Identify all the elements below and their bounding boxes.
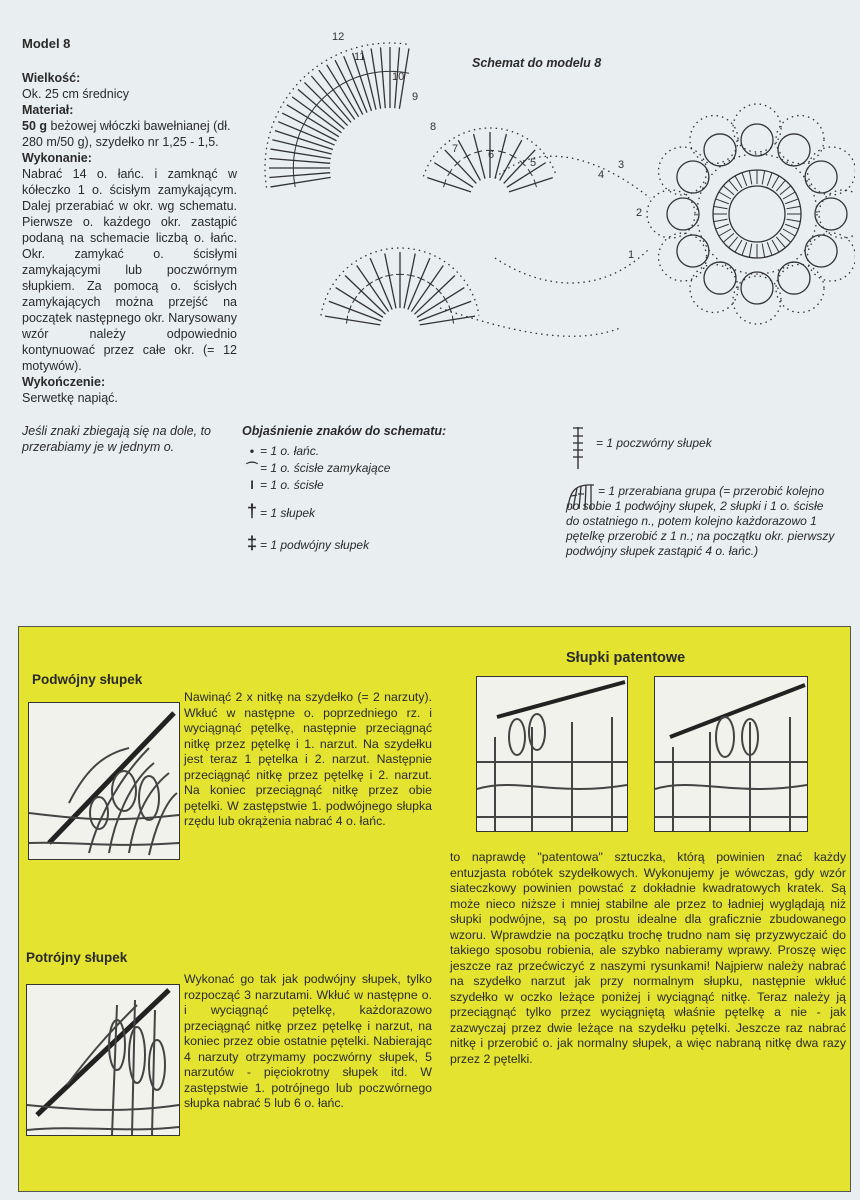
middle-fan-stitch [445,150,476,184]
legend-title: Objaśnienie znaków do schematu: [242,424,447,438]
legend-item-text: = 1 o. łańc. [260,444,320,458]
outer-fan-crossbar [371,72,379,73]
petal-stitch-arc [741,272,773,304]
stitch-mark [776,237,785,248]
petal-chain-loop [659,147,707,195]
petal-chain-loop [733,104,781,152]
patent-stitch-text: to naprawdę "patentowa" sztuczka, którą powinien znać każdy entuzjasta robótek szydełkowych. Wykonujemy je wówczas, gdy wzór siateczkowy powinien powstać z dokładnie kwadratowych kratek. Są może nieco niższe i mniej stabilne ale przez to ładniej wyglądają niż słupki podwójne, są po prostu idealne dla graficznie zbudowanego wzoru. Wprawdzie na początku trochę trudno nam się przyzwyczaić do takiego sposobu robienia, ale szybko nabieramy wprawy. Proszę więc jeszcze raz przećwiczyć z naszymi rysunkami! Najpierw należy nabrać na szydełko narzut jak przy normalnym słupku, następnie wkłuć szydełko w oczko leżące poniżej i wyciągnąć nitkę. Teraz należy ją przeciągnąć tylko przez wyciągniętą właśnie pętelkę a nie - jak zazwyczaj przez dwie leżące na szydełku pętelki. Jeszcze raz nabrać nitkę i przerobić o. jak normalny słupek, a więc nabraną nitkę dwa razy przez 2 pętelki. [450,850,846,1066]
legend-item-text: = 1 słupek [260,506,316,520]
petal-stitch-arc [677,161,709,193]
stitch-mark [714,206,728,208]
execution-text: Nabrać 14 o. łańc. i zamknąć w kółeczko 1 o. ścisłym zamykającym. Dalej przerabiać w okr. wg schematu. Pierwsze o. każdego okr. zastąpić podaną na schemacie liczbą o. łańc. Okr. zamykać o. ścisłymi zamykającymi lub poczwórnym słupkiem. Za pomocą o. ścisłych zamykających można przejść na początek następnego okr. Narysowany wzór należy odpowiednio kontynuować przez całe okr. (= 12 motywów). [22,167,237,373]
stitch-mark [783,192,795,199]
petal-chain-loop [659,233,707,281]
connecting-chain [495,156,650,198]
legend-item-text: = 1 o. ścisłe zamykające [260,461,391,475]
petal-stitch-arc [704,134,736,166]
stitch-mark [749,171,751,185]
stitch-mark [772,176,779,188]
connecting-chain [495,248,650,283]
outer-fan-stitch [270,177,330,187]
petal-chain-loop [776,116,824,164]
stitch-mark [714,219,728,221]
petal-chain-loop [819,190,855,238]
lower-fan-crossbar [346,316,347,324]
outer-fan-crossbar [378,71,386,72]
outer-fan-crossbar [336,84,343,88]
stitch-mark [729,180,738,191]
round-number-label: 9 [412,91,419,103]
execution-heading: Wykonanie: [22,151,92,165]
stitch-mark [767,173,772,186]
note-text: Jeśli znaki zbiegają się na dole, to przerabiamy je w jednym o. [22,424,212,454]
triple-crochet-drawing [27,985,179,1135]
round-number-label: 12 [332,31,345,43]
legend-item [244,461,390,476]
round-number-label: 2 [636,207,643,219]
lower-fan-crossbar [427,282,434,287]
round-number-label: 8 [430,121,437,133]
petal-stitch-arc [815,198,847,230]
stitch-mark [783,229,795,236]
scheme-title: Schemat do modelu 8 [472,56,602,70]
stitch-mark [749,244,751,258]
middle-fan-stitch [427,178,471,192]
stitch-mark [762,244,764,258]
stitch-mark [723,233,734,242]
outer-fan-crossbar [293,156,294,164]
center-ring-circle [729,186,785,242]
triple-crochet-illustration [26,984,180,1136]
round-number-label: 11 [354,51,366,63]
petal-stitch-arc [667,198,699,230]
petal-stitch-arc [704,262,736,294]
round-number-label: 7 [452,143,459,155]
outer-fan-stitch [272,140,331,154]
middle-fan-crossbar [528,169,532,176]
stitch-mark [742,173,747,186]
size-heading: Wielkość: [22,71,81,85]
middle-fan-stitch [434,163,473,188]
petal-chain-loop [690,264,738,312]
legend-item [244,533,370,553]
round-number-label: 10 [392,71,405,83]
stitch-mark [716,199,729,204]
double-crochet-text: Nawinąć 2 x nitkę na szydełko (= 2 narzuty). Wkłuć w następne o. poprzedniego rz. i wyciągnąć pętelkę, następnie przeciągnąć nitkę przez pętelkę i 1. narzut. Na szydełku jest teraz 1 pętelka i 2. narzut. Następnie przeciągnąć nitkę przez pętelkę i 2. narzut. Na koniec przeciągnąć nitkę przez obie pętelki. W zastępstwie 1. podwójnego słupka rzędu lub okrążenia nabrać 4 o. łańc. [184,690,432,828]
stitch-mark [785,199,798,204]
outer-fan-crossbar [294,179,295,187]
double-crochet-drawing [29,703,179,859]
petal-chain-loop [733,276,781,324]
lower-fan-stitch [385,254,396,309]
outer-fan-stitch [371,48,381,108]
crochet-scheme-diagram [240,28,855,418]
outer-fan-stitch [269,173,330,178]
stitch-mark [780,233,791,242]
stitch-mark [772,240,779,252]
patent-stitch-illustration-1 [476,676,628,832]
material-amount: 50 g [22,119,48,133]
outer-fan-crossbar [294,149,295,157]
outer-fan-stitch [270,149,330,159]
round-number-label: 5 [530,157,537,169]
stitch-mark [719,192,731,199]
stitch-mark [776,180,785,191]
triple-crochet-title: Potrójny słupek [26,950,128,965]
round-number-label: 3 [618,159,625,171]
legend-item-text: = 1 podwójny słupek [260,538,370,552]
round-number-label: 4 [598,169,605,181]
lower-fan-crossbar [352,296,356,303]
middle-fan-stitch [507,163,546,188]
stitch-mark [729,237,738,248]
stitch-mark [735,176,742,188]
stitch-mark [716,224,729,229]
material-description: beżowej włóczki bawełnianej (dł. 280 m/50 g), szydełko nr 1,25 - 1,5. [22,119,231,149]
patent-stitch-title: Słupki patentowe [566,650,686,666]
petal-chain-loop [807,233,855,281]
legend-item [244,501,316,521]
finishing-heading: Wykończenie: [22,375,106,389]
connecting-chain [440,308,620,336]
stitch-mark [719,229,731,236]
worked-group-text: = 1 przerabiana grupa (= przerobić kolejno po sobie 1 podwójny słupek, 2 słupki i 1 o. ścisłe do ostatniego n., potem kolejno każdorazowo 1 pętelkę przerobić z 1 n.; na początku okr. pierwszy podwójny słupek zastąpić 4 o. łańc.) [566,484,835,558]
single-crochet-symbol: I [250,478,254,492]
finishing-text: Serwetkę napiąć. [22,391,118,405]
stitch-mark [735,240,742,252]
outer-fan-crossbar [330,87,336,92]
petal-stitch-arc [805,161,837,193]
triple-crochet-text: Wykonać go tak jak podwójny słupek, tylko rozpocząć 3 narzutami. Wkłuć w następne o. i wyciągnąć pętelkę, każdorazowo przeciągnąć nitkę przez pętelkę i narzut, na koniec przez obie ostatnie pętelki. Nabierając 4 narzuty otrzymamy poczwórny słupek, 5 narzutów - pięciokrotny słupek itd. W zastępstwie 1. potrójnego lub poczwórnego słupka nabrać 5 lub 6 o. łańc. [184,972,432,1110]
stitch-mark [723,186,734,195]
quadruple-crochet-symbol-icon [570,426,586,470]
patent-stitch-illustration-2 [654,676,808,832]
petal-chain-loop [807,147,855,195]
lower-fan-crossbar [366,282,373,287]
petal-stitch-arc [677,235,709,267]
double-crochet-illustration [28,702,180,860]
stitch-mark [762,171,764,185]
petal-stitch-arc [741,124,773,156]
patent-stitch-drawing-2 [655,677,807,831]
treble-crochet-symbol: ‡ [246,533,257,553]
double-crochet-title: Podwójny słupek [32,672,143,687]
outer-fan-crossbar [306,114,310,121]
legend-item [244,444,319,459]
model-title: Model 8 [22,36,71,51]
patent-stitch-drawing-1 [477,677,627,831]
outer-fan-stitch [275,131,333,150]
petal-chain-loop [776,264,824,312]
double-crochet-symbol: † [246,501,257,521]
slip-stitch-symbol: ⌒ [245,461,258,475]
material-text [22,118,237,150]
stitch-mark [742,242,747,255]
stitch-mark [787,219,801,221]
lower-fan-stitch [404,254,415,309]
middle-fan-stitch [509,178,553,192]
stitch-mark [780,186,791,195]
size-value: Ok. 25 cm średnicy [22,87,129,101]
round-number-label: 6 [488,149,495,161]
petal-chain-loop [690,116,738,164]
material-heading: Materiał: [22,103,74,117]
petal-chain-loop [647,190,695,238]
quadruple-crochet-text: = 1 poczwórny słupek [596,436,712,450]
stitch-mark [767,242,772,255]
legend-item-text: = 1 o. ścisłe [260,478,324,492]
outer-fan-stitch [381,47,386,108]
petal-stitch-arc [805,235,837,267]
legend-item [244,478,324,493]
lower-fan-crossbar [452,316,453,324]
chain-stitch-symbol: • [249,444,255,458]
instructions-column [22,36,237,455]
lower-fan-crossbar [443,296,447,303]
middle-fan-crossbar [448,169,452,176]
outer-fan-stitch [269,159,330,164]
outer-fan-crossbar [309,108,314,114]
stitch-mark [785,224,798,229]
petal-stitch-arc [778,134,810,166]
stitch-mark [787,206,801,208]
outer-fan-crossbar [293,172,294,180]
petal-stitch-arc [778,262,810,294]
round-number-label: 1 [628,249,635,261]
